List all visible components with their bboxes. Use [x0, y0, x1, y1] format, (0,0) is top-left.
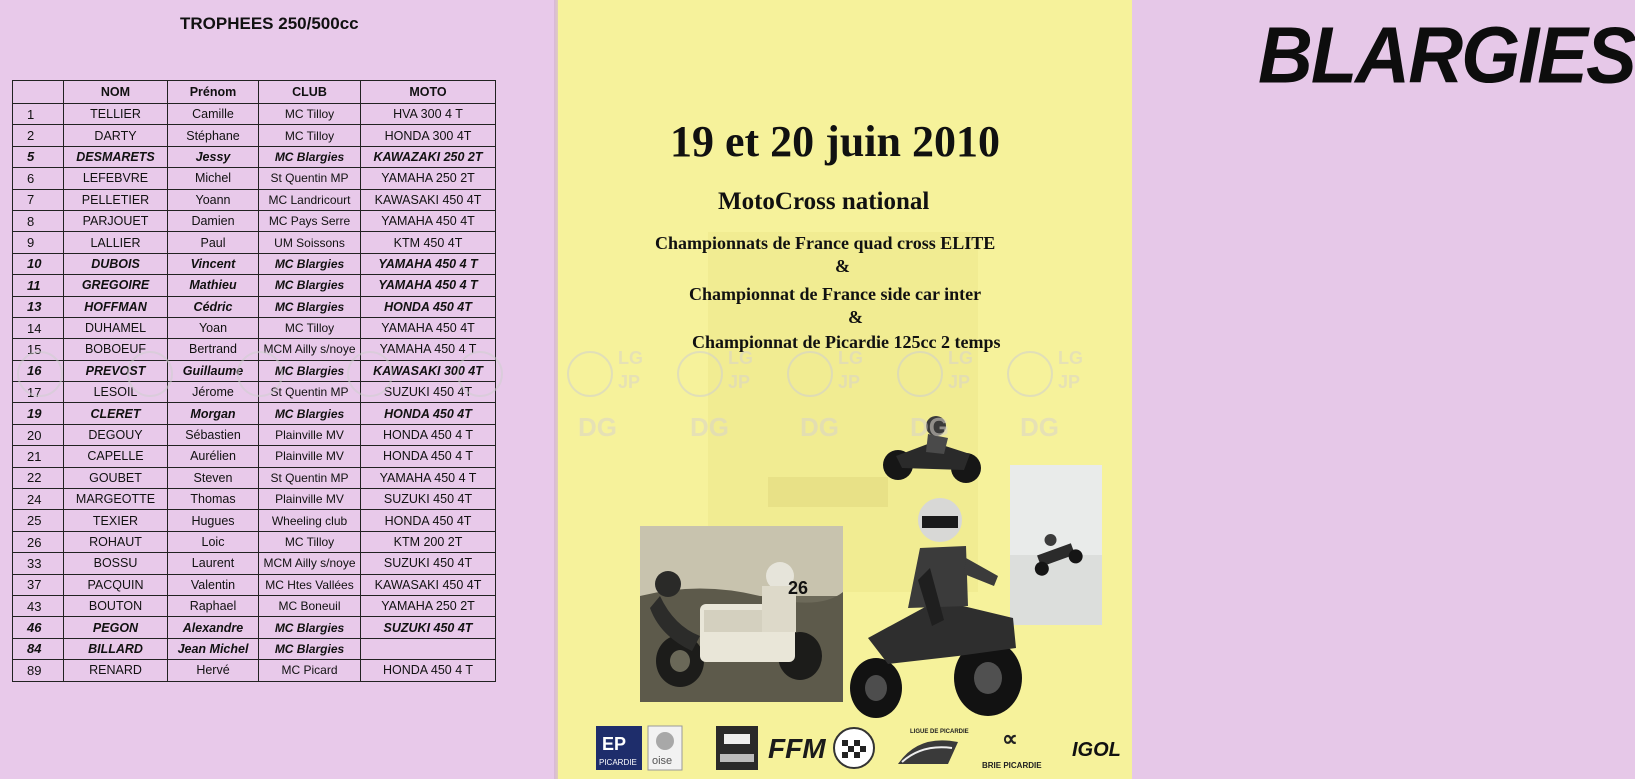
- cell-moto: SUZUKI 450 4T: [361, 617, 496, 638]
- cell-nom: DUBOIS: [64, 253, 168, 274]
- svg-text:FFM: FFM: [768, 733, 826, 764]
- cell-prenom: Sébastien: [168, 424, 259, 445]
- cell-moto: YAMAHA 450 4T: [361, 210, 496, 231]
- cell-prenom: Damien: [168, 210, 259, 231]
- cell-number: 5: [13, 146, 64, 167]
- cell-number: 46: [13, 617, 64, 638]
- cell-moto: YAMAHA 250 2T: [361, 595, 496, 616]
- cell-number: 22: [13, 467, 64, 488]
- cell-number: 21: [13, 446, 64, 467]
- cell-moto: HONDA 450 4T: [361, 510, 496, 531]
- column-header-nom: NOM: [64, 81, 168, 104]
- department-logo: [716, 726, 758, 770]
- cell-number: 16: [13, 360, 64, 381]
- cell-prenom: Raphael: [168, 595, 259, 616]
- cell-number: 17: [13, 382, 64, 403]
- picardie-logo: [596, 726, 642, 770]
- cell-prenom: Steven: [168, 467, 259, 488]
- cell-club: MC Blargies: [259, 253, 361, 274]
- sidecar-race-number: 26: [788, 578, 809, 598]
- cell-prenom: Jessy: [168, 146, 259, 167]
- table-row: [13, 210, 496, 231]
- results-page: [0, 0, 558, 779]
- svg-text:JP: JP: [948, 372, 971, 392]
- table-row: [13, 125, 496, 146]
- ampersand-2: &: [848, 307, 863, 327]
- table-row: [13, 531, 496, 552]
- table-row: [13, 446, 496, 467]
- sidecar-photo: [640, 526, 843, 702]
- cell-moto: SUZUKI 450 4T: [361, 553, 496, 574]
- cell-number: 26: [13, 531, 64, 552]
- cell-club: Plainville MV: [259, 424, 361, 445]
- cell-prenom: Bertrand: [168, 339, 259, 360]
- page-title: TROPHEES 250/500cc: [180, 14, 359, 33]
- cell-club: St Quentin MP: [259, 168, 361, 189]
- cell-moto: KTM 200 2T: [361, 531, 496, 552]
- table-row: [13, 339, 496, 360]
- checkered-flag-logo: [832, 726, 876, 770]
- svg-text:∝: ∝: [1002, 726, 1018, 751]
- cell-nom: BOBOEUF: [64, 339, 168, 360]
- cell-club: MC Tilloy: [259, 125, 361, 146]
- table-row: [13, 574, 496, 595]
- svg-text:JP: JP: [1058, 372, 1081, 392]
- igol-logo: [1070, 730, 1132, 770]
- cell-moto: SUZUKI 450 4T: [361, 382, 496, 403]
- cell-prenom: Alexandre: [168, 617, 259, 638]
- event-date: 19 et 20 juin 2010: [670, 117, 1000, 166]
- table-row: [13, 382, 496, 403]
- cell-prenom: Jean Michel: [168, 638, 259, 659]
- table-row: [13, 553, 496, 574]
- quad-rider-photo: [848, 488, 1028, 720]
- cell-nom: PREVOST: [64, 360, 168, 381]
- cell-prenom: Cédric: [168, 296, 259, 317]
- cell-prenom: Stéphane: [168, 125, 259, 146]
- cell-club: MC Blargies: [259, 360, 361, 381]
- ampersand-1: &: [835, 256, 850, 276]
- cell-number: 20: [13, 424, 64, 445]
- cell-club: Plainville MV: [259, 446, 361, 467]
- table-row: [13, 296, 496, 317]
- cell-nom: RENARD: [64, 660, 168, 681]
- cell-prenom: Laurent: [168, 553, 259, 574]
- cell-club: MC Tilloy: [259, 317, 361, 338]
- cell-nom: TELLIER: [64, 104, 168, 125]
- table-row: [13, 424, 496, 445]
- cell-nom: DESMARETS: [64, 146, 168, 167]
- column-header-moto: MOTO: [361, 81, 496, 104]
- cell-nom: GREGOIRE: [64, 275, 168, 296]
- svg-text:BRIE PICARDIE: BRIE PICARDIE: [982, 761, 1042, 770]
- cell-prenom: Hugues: [168, 510, 259, 531]
- cell-club: MC Blargies: [259, 638, 361, 659]
- table-row: [13, 595, 496, 616]
- cell-moto: YAMAHA 450 4 T: [361, 253, 496, 274]
- cell-nom: BILLARD: [64, 638, 168, 659]
- table-row: [13, 638, 496, 659]
- table-row: [13, 317, 496, 338]
- cell-club: MC Picard: [259, 660, 361, 681]
- cell-number: 2: [13, 125, 64, 146]
- column-header-prenom: Prénom: [168, 81, 259, 104]
- cell-moto: YAMAHA 450 4 T: [361, 275, 496, 296]
- cell-club: UM Soissons: [259, 232, 361, 253]
- oise-logo: [648, 726, 682, 770]
- column-header-number: [13, 81, 64, 104]
- results-table: [12, 80, 496, 682]
- cell-number: 19: [13, 403, 64, 424]
- cell-prenom: Jérome: [168, 382, 259, 403]
- table-row: [13, 146, 496, 167]
- svg-text:LIGUE DE PICARDIE: LIGUE DE PICARDIE: [910, 729, 969, 735]
- cell-nom: ROHAUT: [64, 531, 168, 552]
- svg-text:JP: JP: [728, 372, 751, 392]
- table-row: [13, 360, 496, 381]
- cell-moto: HONDA 450 4T: [361, 403, 496, 424]
- cell-number: 15: [13, 339, 64, 360]
- cell-club: Plainville MV: [259, 489, 361, 510]
- cell-prenom: Yoann: [168, 189, 259, 210]
- table-row: [13, 189, 496, 210]
- cell-prenom: Camille: [168, 104, 259, 125]
- cell-number: 33: [13, 553, 64, 574]
- table-row: [13, 232, 496, 253]
- championship-picardie: Championnat de Picardie 125cc 2 temps: [692, 332, 1001, 352]
- cell-nom: LALLIER: [64, 232, 168, 253]
- cell-moto: YAMAHA 250 2T: [361, 168, 496, 189]
- jumping-quad-photo: [878, 410, 988, 495]
- cell-nom: DUHAMEL: [64, 317, 168, 338]
- cell-prenom: Morgan: [168, 403, 259, 424]
- cell-prenom: Guillaume: [168, 360, 259, 381]
- cell-nom: CAPELLE: [64, 446, 168, 467]
- cell-prenom: Mathieu: [168, 275, 259, 296]
- svg-text:DG: DG: [800, 412, 839, 442]
- cell-number: 43: [13, 595, 64, 616]
- cell-prenom: Valentin: [168, 574, 259, 595]
- cell-number: 84: [13, 638, 64, 659]
- cell-nom: LESOIL: [64, 382, 168, 403]
- cell-club: MC Tilloy: [259, 104, 361, 125]
- event-subtitle: MotoCross national: [718, 188, 930, 215]
- cell-moto: HONDA 300 4T: [361, 125, 496, 146]
- column-header-club: CLUB: [259, 81, 361, 104]
- table-row: [13, 489, 496, 510]
- cell-moto: KAWASAKI 450 4T: [361, 189, 496, 210]
- table-row: [13, 467, 496, 488]
- cell-prenom: Thomas: [168, 489, 259, 510]
- cell-moto: YAMAHA 450 4 T: [361, 467, 496, 488]
- cell-prenom: Loic: [168, 531, 259, 552]
- cell-moto: HONDA 450 4T: [361, 296, 496, 317]
- cell-number: 9: [13, 232, 64, 253]
- table-row: [13, 253, 496, 274]
- cell-number: 6: [13, 168, 64, 189]
- cell-nom: PACQUIN: [64, 574, 168, 595]
- cell-prenom: Aurélien: [168, 446, 259, 467]
- cell-nom: CLERET: [64, 403, 168, 424]
- cell-moto: KAWAZAKI 250 2T: [361, 146, 496, 167]
- cell-moto: HONDA 450 4 T: [361, 446, 496, 467]
- cell-moto: KTM 450 4T: [361, 232, 496, 253]
- cell-prenom: Yoan: [168, 317, 259, 338]
- svg-text:LG: LG: [1058, 348, 1083, 368]
- table-header-row: [13, 81, 496, 104]
- cell-nom: HOFFMAN: [64, 296, 168, 317]
- ligue-picardie-logo: [888, 724, 969, 772]
- sponsor-logo-bar: [596, 722, 1132, 774]
- cell-club: Wheeling club: [259, 510, 361, 531]
- cell-number: 13: [13, 296, 64, 317]
- cell-nom: PEGON: [64, 617, 168, 638]
- cell-nom: DARTY: [64, 125, 168, 146]
- cell-nom: MARGEOTTE: [64, 489, 168, 510]
- cell-prenom: Michel: [168, 168, 259, 189]
- cell-moto: YAMAHA 450 4 T: [361, 339, 496, 360]
- cell-nom: GOUBET: [64, 467, 168, 488]
- svg-text:DG: DG: [690, 412, 729, 442]
- cell-moto: KAWASAKI 300 4T: [361, 360, 496, 381]
- cell-number: 89: [13, 660, 64, 681]
- event-title: BLARGIES: [1258, 11, 1635, 101]
- cell-number: 24: [13, 489, 64, 510]
- table-row: [13, 104, 496, 125]
- cell-number: 37: [13, 574, 64, 595]
- table-row: [13, 617, 496, 638]
- cell-club: St Quentin MP: [259, 467, 361, 488]
- watermark-jp: JP: [618, 372, 641, 392]
- cell-moto: YAMAHA 450 4T: [361, 317, 496, 338]
- cell-number: 7: [13, 189, 64, 210]
- cell-number: 11: [13, 275, 64, 296]
- svg-text:oise: oise: [652, 755, 673, 767]
- championship-quad-cross: Championnats de France quad cross ELITE: [655, 233, 996, 253]
- watermark-dg: DG: [578, 412, 617, 442]
- cell-club: MC Blargies: [259, 617, 361, 638]
- cell-club: St Quentin MP: [259, 382, 361, 403]
- cell-club: MC Blargies: [259, 146, 361, 167]
- table-row: [13, 660, 496, 681]
- cell-number: 10: [13, 253, 64, 274]
- cell-club: MCM Ailly s/noye: [259, 553, 361, 574]
- table-row: [13, 403, 496, 424]
- cell-moto: HONDA 450 4 T: [361, 424, 496, 445]
- cell-club: MC Blargies: [259, 296, 361, 317]
- svg-text:LG: LG: [948, 348, 973, 368]
- svg-text:PICARDIE: PICARDIE: [599, 758, 637, 767]
- cell-club: MC Blargies: [259, 403, 361, 424]
- cell-nom: DEGOUY: [64, 424, 168, 445]
- cell-moto: SUZUKI 450 4T: [361, 489, 496, 510]
- cell-moto: KAWASAKI 450 4T: [361, 574, 496, 595]
- cell-moto: HVA 300 4 T: [361, 104, 496, 125]
- cell-nom: LEFEBVRE: [64, 168, 168, 189]
- svg-text:JP: JP: [838, 372, 861, 392]
- cell-number: 25: [13, 510, 64, 531]
- table-row: [13, 168, 496, 189]
- cell-club: MC Boneuil: [259, 595, 361, 616]
- cell-club: MC Tilloy: [259, 531, 361, 552]
- cell-club: MC Pays Serre: [259, 210, 361, 231]
- cell-number: 14: [13, 317, 64, 338]
- svg-text:DG: DG: [1020, 412, 1059, 442]
- cell-prenom: Hervé: [168, 660, 259, 681]
- cell-number: 8: [13, 210, 64, 231]
- table-row: [13, 275, 496, 296]
- cell-moto: HONDA 450 4 T: [361, 660, 496, 681]
- cell-prenom: Vincent: [168, 253, 259, 274]
- event-poster: [558, 0, 1635, 779]
- cell-nom: BOSSU: [64, 553, 168, 574]
- cell-nom: BOUTON: [64, 595, 168, 616]
- svg-text:LG: LG: [838, 348, 863, 368]
- cell-club: MC Htes Vallées: [259, 574, 361, 595]
- svg-text:IGOL: IGOL: [1072, 739, 1121, 761]
- svg-text:DG: DG: [910, 412, 949, 442]
- table-row: [13, 510, 496, 531]
- svg-text:EP: EP: [602, 734, 627, 754]
- cell-nom: PARJOUET: [64, 210, 168, 231]
- svg-text:LG: LG: [728, 348, 753, 368]
- cell-number: 1: [13, 104, 64, 125]
- credit-agricole-logo: [980, 724, 1046, 772]
- cell-moto: [361, 638, 496, 659]
- watermark-lg: LG: [618, 348, 643, 368]
- cell-prenom: Paul: [168, 232, 259, 253]
- cell-club: MC Blargies: [259, 275, 361, 296]
- cell-club: MC Landricourt: [259, 189, 361, 210]
- cell-nom: TEXIER: [64, 510, 168, 531]
- cell-club: MCM Ailly s/noye: [259, 339, 361, 360]
- cell-nom: PELLETIER: [64, 189, 168, 210]
- championship-side-car: Championnat de France side car inter: [689, 284, 982, 304]
